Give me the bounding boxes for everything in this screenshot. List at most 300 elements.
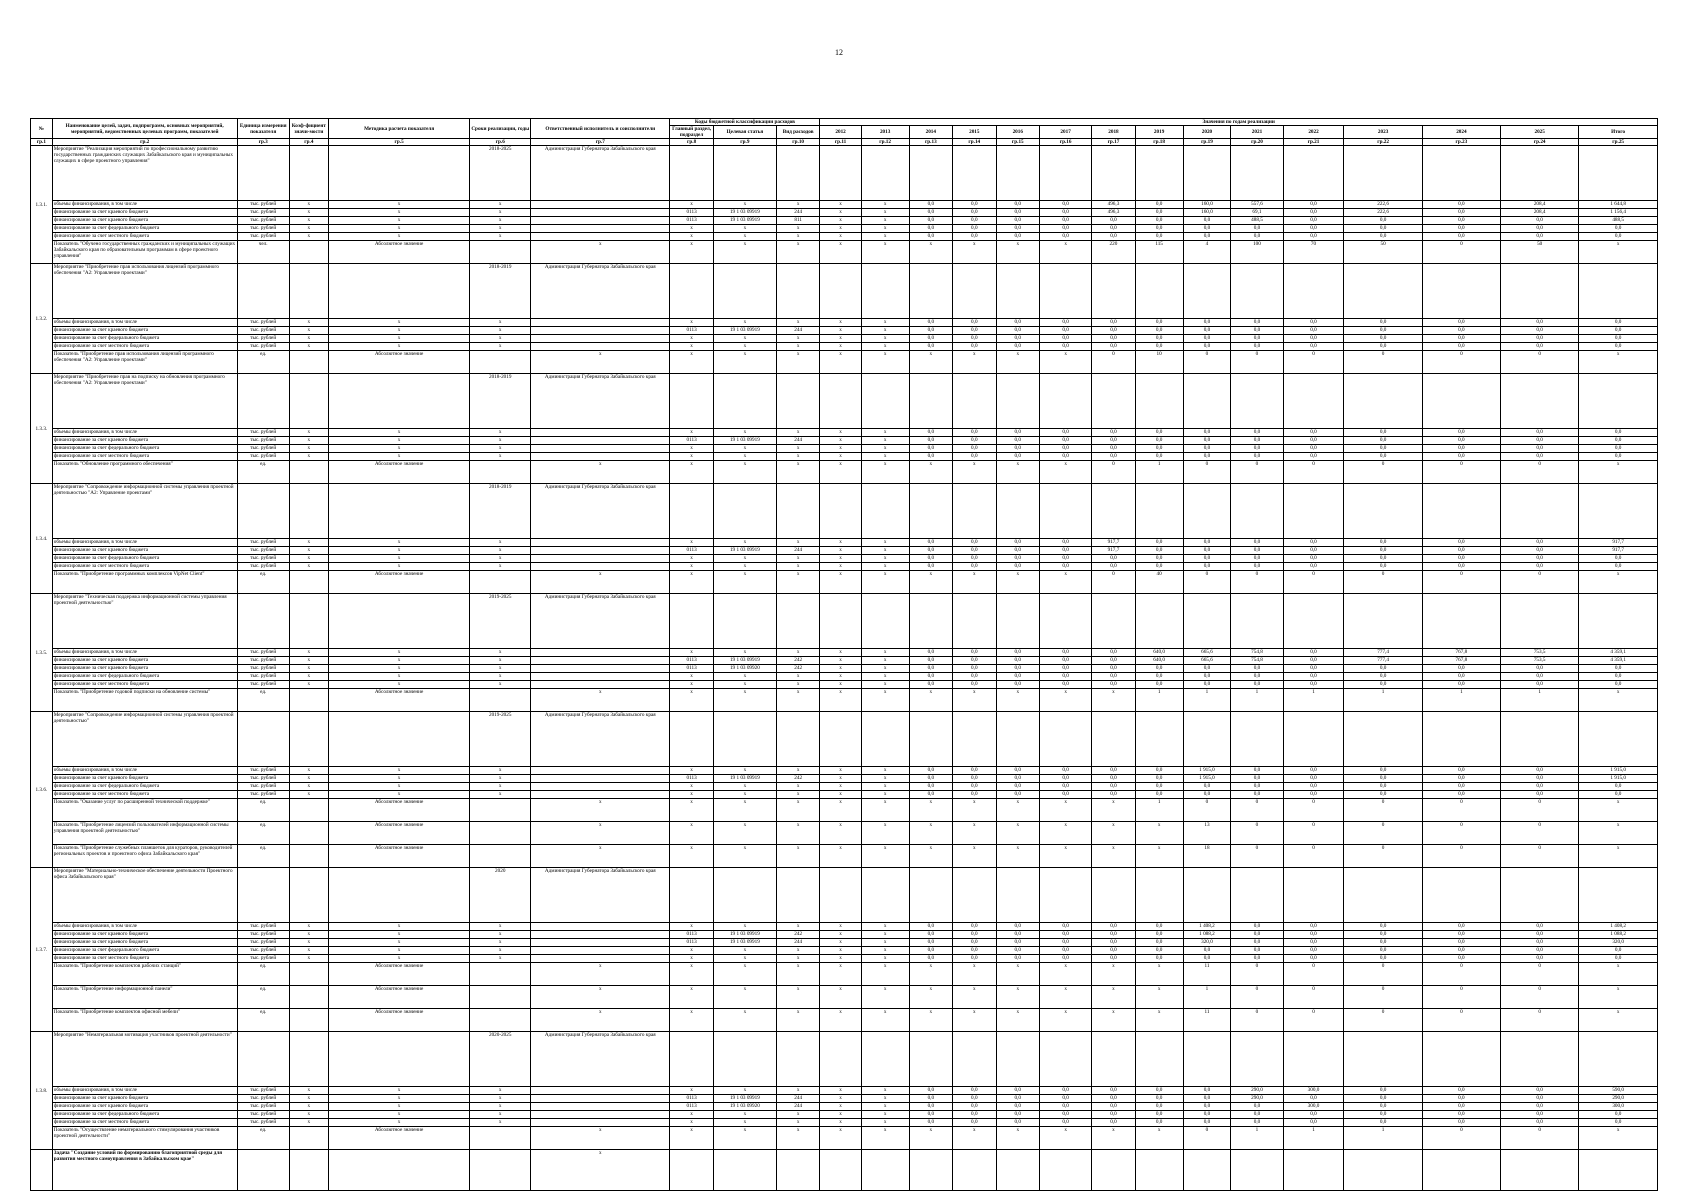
- value-cell: [1283, 484, 1344, 539]
- kbk-section-cell: [670, 264, 713, 319]
- value-cell: х: [909, 799, 952, 822]
- value-cell: 1 408,2: [1579, 923, 1658, 931]
- value-cell: 0,0: [909, 437, 952, 445]
- kbk-type-cell: 242: [776, 931, 820, 939]
- value-cell: 0,0: [996, 649, 1039, 657]
- value-cell: х: [1040, 461, 1092, 484]
- value-cell: [1283, 264, 1344, 319]
- value-cell: х: [1579, 689, 1658, 712]
- kbk-type-cell: х: [776, 555, 820, 563]
- coef-cell: х: [289, 947, 328, 955]
- value-cell: х: [996, 986, 1039, 1009]
- period-cell: х: [470, 539, 531, 547]
- row-name: Мероприятие "Приобретение прав использования лицензий программного обеспечения "А2: Управление проектами": [52, 264, 237, 319]
- value-cell: 0,0: [1040, 539, 1092, 547]
- value-cell: 0,0: [1344, 1103, 1422, 1111]
- value-cell: 0,0: [1040, 209, 1092, 217]
- activity-row: [31, 712, 1658, 767]
- coef-cell: х: [289, 665, 328, 673]
- unit-cell: тыс. рублей: [237, 939, 289, 947]
- value-cell: х: [820, 437, 861, 445]
- executor-cell: х: [531, 1009, 670, 1032]
- financing-row: [31, 217, 1658, 225]
- indicator-name: Показатель "Приобретение программных комплексов VipNet Client": [52, 571, 237, 594]
- value-cell: 0,0: [1183, 1087, 1231, 1095]
- value-cell: 0,0: [1135, 437, 1183, 445]
- value-cell: [1231, 484, 1283, 539]
- value-cell: 0,0: [1344, 327, 1422, 335]
- coef-cell: [289, 712, 328, 767]
- value-cell: 0,0: [1344, 939, 1422, 947]
- method-cell: Абсолютное значение: [328, 689, 469, 712]
- financing-row: [31, 931, 1658, 939]
- value-cell: х: [909, 1009, 952, 1032]
- value-cell: 0,0: [1283, 673, 1344, 681]
- kbk-type-cell: х: [776, 791, 820, 799]
- activity-number: 1.3.2.: [31, 264, 53, 374]
- method-cell: х: [328, 923, 469, 931]
- executor-cell: [531, 319, 670, 327]
- value-cell: 0,0: [1344, 547, 1422, 555]
- value-cell: 0,0: [1092, 657, 1135, 665]
- value-cell: х: [996, 241, 1039, 264]
- value-cell: х: [861, 923, 909, 931]
- value-cell: 0,0: [1135, 665, 1183, 673]
- value-cell: [1579, 868, 1658, 923]
- header-year: 2025: [1501, 126, 1579, 139]
- value-cell: 0: [1283, 986, 1344, 1009]
- value-cell: 0,0: [953, 955, 996, 963]
- value-cell: 0,0: [1283, 923, 1344, 931]
- value-cell: 0: [1283, 845, 1344, 868]
- value-cell: х: [953, 351, 996, 374]
- financing-row: [31, 343, 1658, 351]
- value-cell: 0,0: [953, 217, 996, 225]
- value-cell: 222,6: [1344, 201, 1422, 209]
- value-cell: 0,0: [953, 681, 996, 689]
- financing-row: [31, 335, 1658, 343]
- value-cell: 0,0: [996, 1087, 1039, 1095]
- unit-cell: тыс. рублей: [237, 791, 289, 799]
- value-cell: 0,0: [1344, 233, 1422, 241]
- value-cell: [1422, 374, 1500, 429]
- indicator-row: [31, 461, 1658, 484]
- coef-cell: х: [289, 209, 328, 217]
- row-name: объемы финансирования, в том числе: [52, 429, 237, 437]
- row-name: финансирование за счет федерального бюджета: [52, 947, 237, 955]
- value-cell: х: [820, 571, 861, 594]
- value-cell: [909, 712, 952, 767]
- value-cell: [1579, 146, 1658, 201]
- period-cell: х: [470, 931, 531, 939]
- kbk-target-cell: х: [713, 461, 776, 484]
- value-cell: х: [861, 209, 909, 217]
- value-cell: 0,0: [1422, 775, 1500, 783]
- value-cell: [1092, 264, 1135, 319]
- value-cell: 0,0: [996, 955, 1039, 963]
- value-cell: 0,0: [1231, 429, 1283, 437]
- value-cell: 0,0: [1092, 947, 1135, 955]
- period-cell: х: [470, 649, 531, 657]
- value-cell: х: [820, 217, 861, 225]
- value-cell: [1092, 594, 1135, 649]
- row-name: Мероприятие "Материально-техническое обеспечение деятельности Проектного офиса Забайкальского края": [52, 868, 237, 923]
- value-cell: 0,0: [1422, 233, 1500, 241]
- value-cell: 0,0: [1501, 1103, 1579, 1111]
- value-cell: 0,0: [1501, 681, 1579, 689]
- value-cell: х: [1579, 571, 1658, 594]
- value-cell: 0,0: [1040, 445, 1092, 453]
- value-cell: 0,0: [1501, 547, 1579, 555]
- value-cell: 0,0: [1422, 955, 1500, 963]
- unit-cell: тыс. рублей: [237, 555, 289, 563]
- value-cell: 0,0: [996, 923, 1039, 931]
- value-cell: 0,0: [1579, 673, 1658, 681]
- value-cell: 0,0: [1283, 555, 1344, 563]
- value-cell: 0,0: [1283, 429, 1344, 437]
- value-cell: [996, 264, 1039, 319]
- value-cell: [1501, 868, 1579, 923]
- financing-row: [31, 539, 1658, 547]
- value-cell: 0,0: [1283, 563, 1344, 571]
- value-cell: 0,0: [1283, 201, 1344, 209]
- kbk-type-cell: х: [776, 845, 820, 868]
- value-cell: 0,0: [953, 539, 996, 547]
- value-cell: 0,0: [1344, 429, 1422, 437]
- value-cell: [996, 712, 1039, 767]
- unit-cell: [237, 594, 289, 649]
- value-cell: 0,0: [1231, 563, 1283, 571]
- executor-cell: [531, 1095, 670, 1103]
- kbk-target-cell: [713, 1150, 776, 1191]
- value-cell: 0,0: [1092, 673, 1135, 681]
- financing-row: [31, 783, 1658, 791]
- indicator-name: Показатель "Обновление программного обеспечения": [52, 461, 237, 484]
- value-cell: 0,0: [1183, 1103, 1231, 1111]
- method-cell: х: [328, 1103, 469, 1111]
- value-cell: 0,0: [909, 217, 952, 225]
- period-cell: х: [470, 201, 531, 209]
- value-cell: [996, 1032, 1039, 1087]
- value-cell: 0,0: [1579, 233, 1658, 241]
- value-cell: 0,0: [953, 429, 996, 437]
- value-cell: х: [861, 649, 909, 657]
- value-cell: 0,0: [1135, 445, 1183, 453]
- value-cell: х: [861, 539, 909, 547]
- executor-cell: [531, 453, 670, 461]
- value-cell: 0: [1344, 461, 1422, 484]
- kbk-target-cell: х: [713, 445, 776, 453]
- value-cell: 0,0: [1135, 233, 1183, 241]
- value-cell: 0,0: [1283, 775, 1344, 783]
- period-cell: [470, 986, 531, 1009]
- value-cell: 0,0: [996, 437, 1039, 445]
- unit-cell: тыс. рублей: [237, 657, 289, 665]
- period-cell: х: [470, 783, 531, 791]
- value-cell: 0: [1501, 1009, 1579, 1032]
- value-cell: 0,0: [1422, 791, 1500, 799]
- period-cell: [470, 461, 531, 484]
- method-cell: х: [328, 319, 469, 327]
- value-cell: х: [820, 335, 861, 343]
- value-cell: 0,0: [1183, 319, 1231, 327]
- kbk-target-cell: [713, 264, 776, 319]
- executor-cell: [531, 775, 670, 783]
- value-cell: 0,0: [1231, 767, 1283, 775]
- value-cell: [909, 868, 952, 923]
- value-cell: 0,0: [1092, 939, 1135, 947]
- kbk-target-cell: [713, 868, 776, 923]
- value-cell: х: [861, 963, 909, 986]
- financing-row: [31, 665, 1658, 673]
- kbk-type-cell: х: [776, 319, 820, 327]
- value-cell: 0,0: [1092, 1119, 1135, 1127]
- value-cell: [820, 1150, 861, 1191]
- value-cell: [953, 484, 996, 539]
- method-cell: Абсолютное значение: [328, 822, 469, 845]
- value-cell: 0,0: [1231, 327, 1283, 335]
- value-cell: 208,4: [1501, 201, 1579, 209]
- unit-cell: тыс. рублей: [237, 923, 289, 931]
- value-cell: 0,0: [953, 209, 996, 217]
- value-cell: 0,0: [1040, 665, 1092, 673]
- unit-cell: тыс. рублей: [237, 1119, 289, 1127]
- kbk-section-cell: х: [670, 986, 713, 1009]
- value-cell: 0,0: [1092, 437, 1135, 445]
- period-cell: 2019-2025: [470, 712, 531, 767]
- header-no: №: [31, 119, 53, 139]
- value-cell: 0,0: [1422, 217, 1500, 225]
- value-cell: х: [996, 822, 1039, 845]
- value-cell: 0,0: [1283, 665, 1344, 673]
- value-cell: 0: [1183, 571, 1231, 594]
- period-cell: 2020-2025: [470, 1032, 531, 1087]
- value-cell: 0,0: [1092, 931, 1135, 939]
- value-cell: [909, 484, 952, 539]
- value-cell: 0,0: [909, 673, 952, 681]
- value-cell: 0: [1422, 963, 1500, 986]
- row-name: объемы финансирования, в том числе: [52, 201, 237, 209]
- period-cell: х: [470, 217, 531, 225]
- value-cell: 0,0: [1501, 343, 1579, 351]
- kbk-section-cell: 0113: [670, 1103, 713, 1111]
- kbk-type-cell: х: [776, 233, 820, 241]
- indicator-row: [31, 351, 1658, 374]
- coef-cell: [289, 1150, 328, 1191]
- value-cell: 0,0: [1135, 775, 1183, 783]
- value-cell: 0,0: [996, 1095, 1039, 1103]
- kbk-section-cell: х: [670, 461, 713, 484]
- unit-cell: тыс. рублей: [237, 681, 289, 689]
- value-cell: х: [820, 1111, 861, 1119]
- value-cell: 0,0: [1344, 791, 1422, 799]
- value-cell: 1: [1135, 461, 1183, 484]
- value-cell: 0: [1501, 845, 1579, 868]
- value-cell: 0,0: [1501, 1119, 1579, 1127]
- value-cell: 0,0: [1344, 445, 1422, 453]
- value-cell: 0,0: [1501, 217, 1579, 225]
- period-cell: х: [470, 1087, 531, 1095]
- kbk-section-cell: х: [670, 343, 713, 351]
- method-cell: Абсолютное значение: [328, 571, 469, 594]
- column-number: гр.25: [1579, 139, 1658, 146]
- value-cell: 0,0: [1344, 1095, 1422, 1103]
- kbk-section-cell: х: [670, 1111, 713, 1119]
- value-cell: 0,0: [996, 767, 1039, 775]
- row-name: финансирование за счет краевого бюджета: [52, 437, 237, 445]
- value-cell: х: [820, 327, 861, 335]
- unit-cell: тыс. рублей: [237, 335, 289, 343]
- kbk-section-cell: 0113: [670, 437, 713, 445]
- row-name: финансирование за счет краевого бюджета: [52, 1103, 237, 1111]
- kbk-type-cell: х: [776, 822, 820, 845]
- unit-cell: тыс. рублей: [237, 319, 289, 327]
- coef-cell: х: [289, 783, 328, 791]
- value-cell: 0: [1092, 351, 1135, 374]
- value-cell: 0,0: [1231, 939, 1283, 947]
- value-cell: [1422, 868, 1500, 923]
- period-cell: х: [470, 1103, 531, 1111]
- value-cell: 777,4: [1344, 657, 1422, 665]
- coef-cell: х: [289, 539, 328, 547]
- value-cell: х: [996, 689, 1039, 712]
- coef-cell: х: [289, 649, 328, 657]
- value-cell: 0,0: [1579, 343, 1658, 351]
- financing-row: [31, 767, 1658, 775]
- value-cell: 0,0: [1344, 1111, 1422, 1119]
- value-cell: х: [820, 343, 861, 351]
- value-cell: 0,0: [953, 665, 996, 673]
- value-cell: 0,0: [1579, 791, 1658, 799]
- kbk-section-cell: 0113: [670, 665, 713, 673]
- value-cell: 0,0: [953, 657, 996, 665]
- value-cell: 0,0: [1092, 923, 1135, 931]
- value-cell: 0,0: [953, 923, 996, 931]
- value-cell: х: [861, 1103, 909, 1111]
- period-cell: х: [470, 673, 531, 681]
- kbk-target-cell: 19 1 03 09919: [713, 657, 776, 665]
- value-cell: 0,0: [1183, 327, 1231, 335]
- coef-cell: х: [289, 233, 328, 241]
- kbk-type-cell: х: [776, 673, 820, 681]
- value-cell: х: [861, 665, 909, 673]
- coef-cell: [289, 571, 328, 594]
- column-numbers-row: [31, 139, 1658, 146]
- kbk-type-cell: х: [776, 343, 820, 351]
- unit-cell: тыс. рублей: [237, 673, 289, 681]
- value-cell: 0,0: [1501, 775, 1579, 783]
- value-cell: 0,0: [953, 791, 996, 799]
- value-cell: 0,0: [996, 681, 1039, 689]
- period-cell: х: [470, 947, 531, 955]
- row-name: финансирование за счет краевого бюджета: [52, 775, 237, 783]
- value-cell: х: [953, 461, 996, 484]
- kbk-type-cell: х: [776, 767, 820, 775]
- value-cell: [996, 1150, 1039, 1191]
- value-cell: 0,0: [1422, 209, 1500, 217]
- method-cell: х: [328, 767, 469, 775]
- value-cell: 0,0: [996, 453, 1039, 461]
- value-cell: 0: [1283, 822, 1344, 845]
- unit-cell: [237, 868, 289, 923]
- value-cell: 0,0: [1344, 453, 1422, 461]
- value-cell: 0,0: [1422, 563, 1500, 571]
- method-cell: х: [328, 201, 469, 209]
- value-cell: х: [820, 555, 861, 563]
- value-cell: [1135, 374, 1183, 429]
- value-cell: [1183, 374, 1231, 429]
- value-cell: [1092, 484, 1135, 539]
- unit-cell: ед.: [237, 845, 289, 868]
- executor-cell: х: [531, 461, 670, 484]
- period-cell: х: [470, 335, 531, 343]
- period-cell: х: [470, 209, 531, 217]
- value-cell: [1183, 264, 1231, 319]
- value-cell: 1 644,8: [1579, 201, 1658, 209]
- value-cell: 0,0: [1501, 931, 1579, 939]
- value-cell: [1092, 1150, 1135, 1191]
- period-cell: [470, 799, 531, 822]
- executor-cell: х: [531, 1127, 670, 1150]
- period-cell: 2018-2019: [470, 374, 531, 429]
- value-cell: 0,0: [1092, 1095, 1135, 1103]
- financing-row: [31, 1103, 1658, 1111]
- coef-cell: х: [289, 445, 328, 453]
- method-cell: х: [328, 209, 469, 217]
- financing-row: [31, 673, 1658, 681]
- value-cell: 300,0: [1283, 1087, 1344, 1095]
- header-year: 2015: [953, 126, 996, 139]
- kbk-target-cell: х: [713, 681, 776, 689]
- kbk-type-cell: х: [776, 1009, 820, 1032]
- value-cell: 0,0: [1183, 429, 1231, 437]
- value-cell: 0: [1344, 986, 1422, 1009]
- value-cell: [1344, 484, 1422, 539]
- value-cell: х: [861, 689, 909, 712]
- indicator-name: Показатель "Оказание услуг по расширенной технической поддержке": [52, 799, 237, 822]
- value-cell: 0,0: [1231, 343, 1283, 351]
- value-cell: [820, 374, 861, 429]
- period-cell: х: [470, 563, 531, 571]
- value-cell: [861, 264, 909, 319]
- value-cell: 0,0: [953, 201, 996, 209]
- unit-cell: тыс. рублей: [237, 429, 289, 437]
- value-cell: [1135, 594, 1183, 649]
- value-cell: 300,0: [1283, 1103, 1344, 1111]
- value-cell: [1501, 1032, 1579, 1087]
- value-cell: 0,0: [1422, 539, 1500, 547]
- value-cell: 0: [1422, 1127, 1500, 1150]
- program-table: [30, 118, 1658, 1191]
- kbk-type-cell: х: [776, 201, 820, 209]
- value-cell: х: [861, 335, 909, 343]
- value-cell: 0: [1344, 351, 1422, 374]
- value-cell: [1183, 146, 1231, 201]
- period-cell: х: [470, 437, 531, 445]
- executor-cell: [531, 947, 670, 955]
- kbk-type-cell: [776, 484, 820, 539]
- value-cell: 0,0: [1501, 319, 1579, 327]
- kbk-target-cell: х: [713, 799, 776, 822]
- value-cell: х: [1092, 689, 1135, 712]
- method-cell: [328, 712, 469, 767]
- value-cell: 0,0: [953, 555, 996, 563]
- kbk-target-cell: х: [713, 563, 776, 571]
- method-cell: [328, 594, 469, 649]
- method-cell: [328, 484, 469, 539]
- indicator-name: Показатель "Приобретение информационной панели": [52, 986, 237, 1009]
- value-cell: х: [861, 986, 909, 1009]
